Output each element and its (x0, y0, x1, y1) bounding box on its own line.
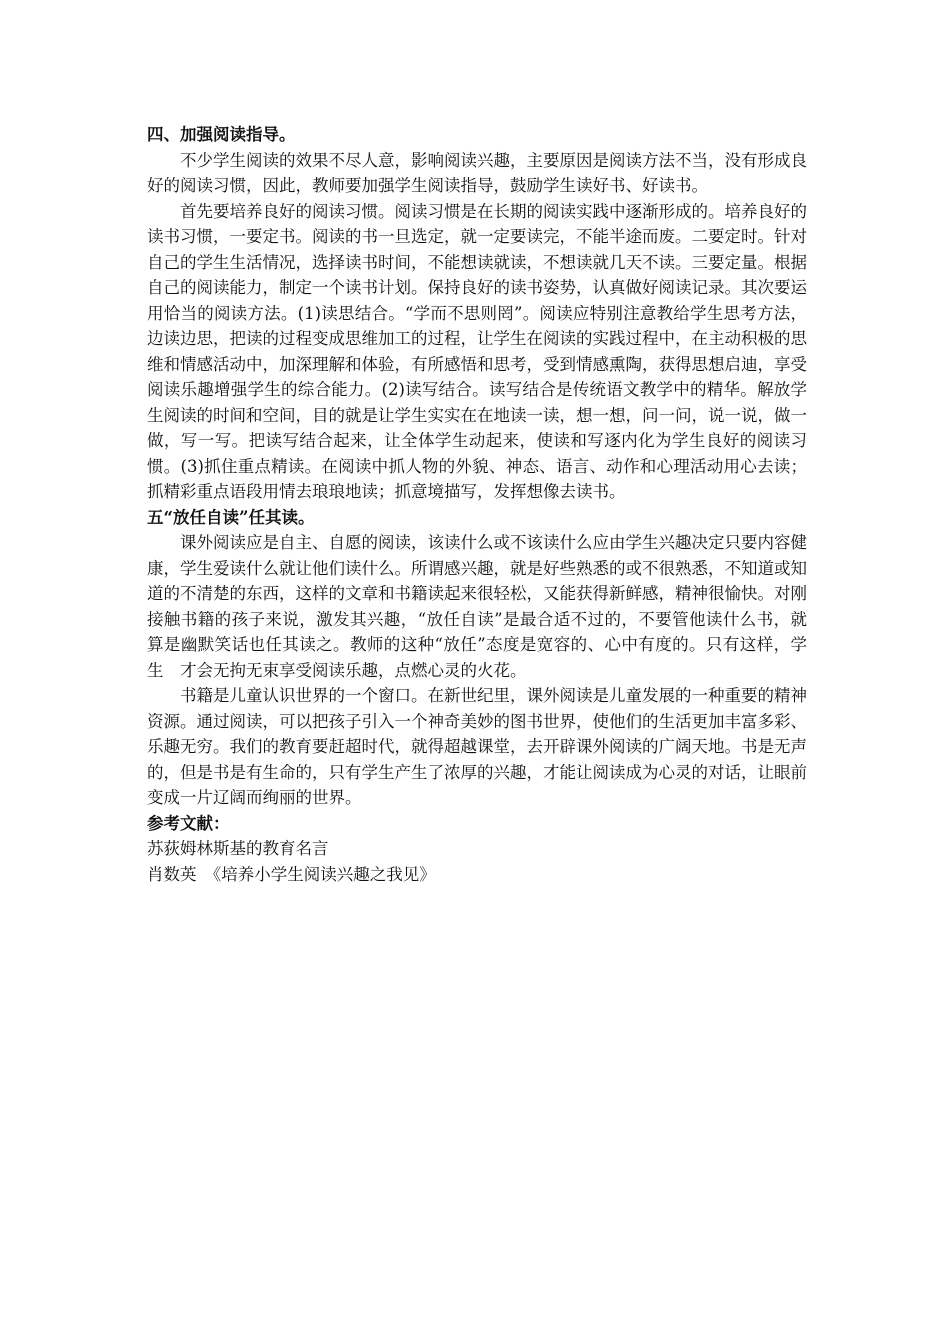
section-4-heading: 四、加强阅读指导。 (147, 125, 296, 144)
reference-item-2: 肖数英 《培养小学生阅读兴趣之我见》 (147, 864, 436, 884)
document-page (147, 122, 807, 887)
section-5-paragraph-1: 课外阅读应是自主、自愿的阅读，该读什么或不该读什么应由学生兴趣决定只要内容健康，学生爱读什么就让他们读什么。所谓感兴趣，就是好些熟悉的或不很熟悉，不知道或知道的不清楚的东西，这样的文章和书籍读起来很轻松，又能获得新鲜感，精神很愉快。对刚接触书籍的孩子来说，激发其兴趣，“放任自读”是最合适不过的，不要管他读什么书，就算是幽默笑话也任其读之。教师的这种“放任”态度是宽容的、心中有度的。只有这样，学生 才会无拘无束享受阅读乐趣，点燃心灵的火花。 (147, 533, 807, 680)
section-5-heading: 五“放任自读”任其读。 (147, 507, 315, 527)
section-5-paragraph-2: 书籍是儿童认识世界的一个窗口。在新世纪里，课外阅读是儿童发展的一种重要的精神资源。通过阅读，可以把孩子引入一个神奇美妙的图书世界，使他们的生活更加丰富多彩、乐趣无穷。我们的教育要赶超时代，就得超越课堂，去开辟课外阅读的广阔天地。书是无声的，但是书是有生命的，只有学生产生了浓厚的兴趣，才能让阅读成为心灵的对话，让眼前变成一片辽阔而绚丽的世界。 (147, 686, 807, 807)
section-4-paragraph-1: 不少学生阅读的效果不尽人意，影响阅读兴趣，主要原因是阅读方法不当，没有形成良好的阅读习惯，因此，教师要加强学生阅读指导，鼓励学生读好书、好读书。 (147, 150, 807, 195)
reference-item-1: 苏荻姆林斯基的教育名言 (147, 839, 329, 858)
section-4-paragraph-2: 首先要培养良好的阅读习惯。阅读习惯是在长期的阅读实践中逐渐形成的。培养良好的读书习惯，一要定书。阅读的书一旦选定，就一定要读完，不能半途而废。二要定时。针对自己的学生生活情况，选择读书时间，不能想读就读，不想读就几天不读。三要定量。根据自己的阅读能力，制定一个读书计划。保持良好的读书姿势，认真做好阅读记录。其次要运用恰当的阅读方法。(1)读思结合。“学而不思则罔”。阅读应特别注意教给学生思考方法，边读边思，把读的过程变成思维加工的过程，让学生在阅读的实践过程中，在主动积极的思维和情感活动中，加深理解和体验，有所感悟和思考，受到情感熏陶，获得思想启迪，享受阅读乐趣增强学生的综合能力。(2)读写结合。读写结合是传统语文教学中的精华。解放学生阅读的时间和空间，目的就是让学生实实在在地读一读，想一想，问一问，说一说，做一做，写一写。把读写结合起来，让全体学生动起来，使读和写逐内化为学生良好的阅读习惯。(3)抓住重点精读。在阅读中抓人物的外貌、神态、语言、动作和心理活动用心去读；抓精彩重点语段用情去琅琅地读；抓意境描写，发挥想像去读书。 (147, 201, 807, 501)
references-heading: 参考文献： (147, 813, 230, 833)
